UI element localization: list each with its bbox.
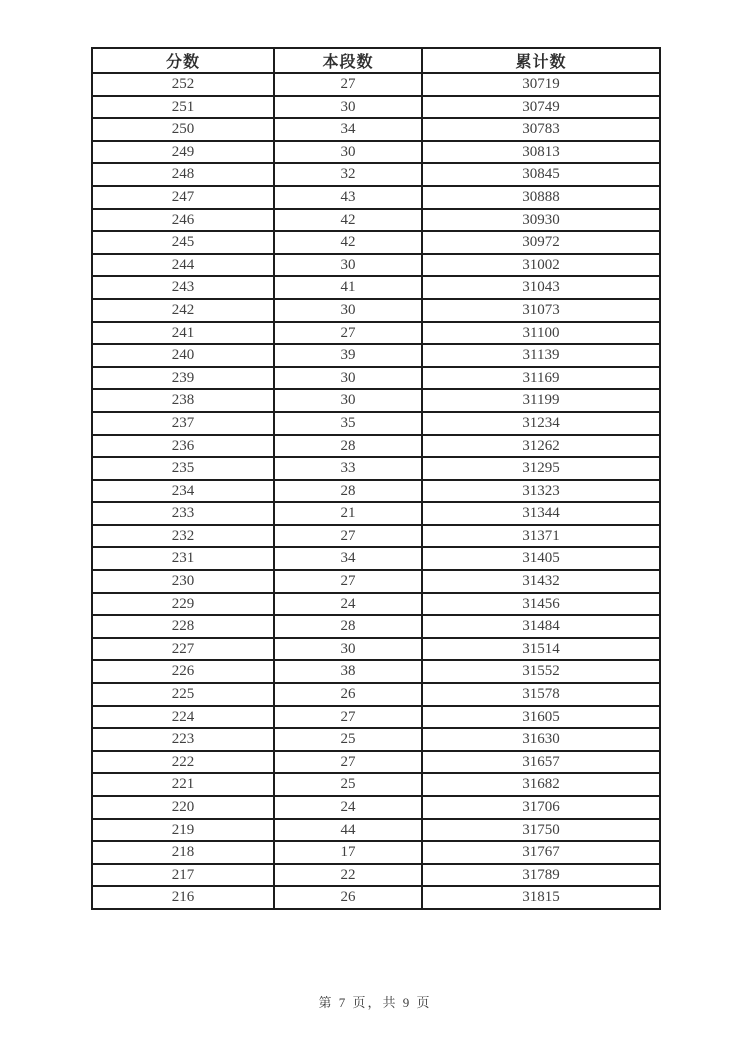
cumulative-count-cell: 31432 (422, 570, 660, 593)
segment-count-cell: 30 (274, 389, 422, 412)
segment-count-cell: 30 (274, 96, 422, 119)
segment-count-cell: 28 (274, 615, 422, 638)
score-cell: 217 (92, 864, 274, 887)
table-row (92, 706, 660, 729)
cumulative-count-cell: 31100 (422, 322, 660, 345)
score-cell: 239 (92, 367, 274, 390)
segment-count-cell: 27 (274, 751, 422, 774)
score-cell: 234 (92, 480, 274, 503)
cumulative-count-cell: 31815 (422, 886, 660, 909)
cumulative-count-cell: 31295 (422, 457, 660, 480)
table-row (92, 683, 660, 706)
table-row (92, 73, 660, 96)
score-cell: 243 (92, 276, 274, 299)
segment-count-cell: 38 (274, 660, 422, 683)
table-row (92, 773, 660, 796)
table-row (92, 525, 660, 548)
score-cell: 221 (92, 773, 274, 796)
cumulative-count-cell: 30845 (422, 163, 660, 186)
table-row (92, 435, 660, 458)
segment-count-cell: 17 (274, 841, 422, 864)
segment-count-cell: 28 (274, 480, 422, 503)
cumulative-count-cell: 30888 (422, 186, 660, 209)
segment-count-cell: 30 (274, 638, 422, 661)
cumulative-count-cell: 30749 (422, 96, 660, 119)
segment-count-cell: 28 (274, 435, 422, 458)
table-row (92, 751, 660, 774)
segment-count-cell: 27 (274, 525, 422, 548)
score-cell: 225 (92, 683, 274, 706)
table-row (92, 141, 660, 164)
segment-count-cell: 35 (274, 412, 422, 435)
cumulative-count-cell: 31344 (422, 502, 660, 525)
cumulative-count-cell: 31657 (422, 751, 660, 774)
segment-count-cell: 30 (274, 299, 422, 322)
segment-count-cell: 27 (274, 706, 422, 729)
cumulative-count-cell: 30783 (422, 118, 660, 141)
table-row (92, 480, 660, 503)
table-row (92, 163, 660, 186)
cumulative-count-cell: 31043 (422, 276, 660, 299)
header-cumulative-count: 累计数 (422, 48, 660, 73)
table-row (92, 502, 660, 525)
segment-count-cell: 34 (274, 118, 422, 141)
cumulative-count-cell: 31767 (422, 841, 660, 864)
table-row (92, 186, 660, 209)
cumulative-count-cell: 30719 (422, 73, 660, 96)
segment-count-cell: 30 (274, 141, 422, 164)
cumulative-count-cell: 30813 (422, 141, 660, 164)
score-cell: 232 (92, 525, 274, 548)
score-cell: 226 (92, 660, 274, 683)
table-row (92, 615, 660, 638)
segment-count-cell: 27 (274, 570, 422, 593)
table-row (92, 231, 660, 254)
segment-count-cell: 30 (274, 254, 422, 277)
table-row (92, 886, 660, 909)
score-cell: 238 (92, 389, 274, 412)
header-segment-count: 本段数 (274, 48, 422, 73)
score-distribution-table (91, 47, 661, 910)
cumulative-count-cell: 31002 (422, 254, 660, 277)
table-row (92, 457, 660, 480)
table-row (92, 841, 660, 864)
cumulative-count-cell: 31484 (422, 615, 660, 638)
cumulative-count-cell: 31199 (422, 389, 660, 412)
score-cell: 245 (92, 231, 274, 254)
table-row (92, 638, 660, 661)
segment-count-cell: 21 (274, 502, 422, 525)
score-cell: 233 (92, 502, 274, 525)
cumulative-count-cell: 31750 (422, 819, 660, 842)
table-row (92, 412, 660, 435)
segment-count-cell: 24 (274, 796, 422, 819)
score-cell: 224 (92, 706, 274, 729)
table-row (92, 299, 660, 322)
table-row (92, 864, 660, 887)
segment-count-cell: 44 (274, 819, 422, 842)
cumulative-count-cell: 31630 (422, 728, 660, 751)
cumulative-count-cell: 31789 (422, 864, 660, 887)
score-cell: 236 (92, 435, 274, 458)
segment-count-cell: 42 (274, 209, 422, 232)
score-cell: 230 (92, 570, 274, 593)
table-row (92, 728, 660, 751)
cumulative-count-cell: 30972 (422, 231, 660, 254)
cumulative-count-cell: 31605 (422, 706, 660, 729)
score-cell: 229 (92, 593, 274, 616)
cumulative-count-cell: 31578 (422, 683, 660, 706)
score-cell: 249 (92, 141, 274, 164)
segment-count-cell: 42 (274, 231, 422, 254)
cumulative-count-cell: 31234 (422, 412, 660, 435)
score-cell: 228 (92, 615, 274, 638)
table-row (92, 593, 660, 616)
cumulative-count-cell: 31514 (422, 638, 660, 661)
segment-count-cell: 25 (274, 728, 422, 751)
table-row (92, 276, 660, 299)
segment-count-cell: 26 (274, 683, 422, 706)
table-row (92, 254, 660, 277)
table-row (92, 322, 660, 345)
score-cell: 220 (92, 796, 274, 819)
score-cell: 242 (92, 299, 274, 322)
cumulative-count-cell: 31682 (422, 773, 660, 796)
table-row (92, 209, 660, 232)
score-cell: 240 (92, 344, 274, 367)
page-number: 第 7 页，共 9 页 (318, 995, 432, 1010)
cumulative-count-cell: 31139 (422, 344, 660, 367)
cumulative-count-cell: 31169 (422, 367, 660, 390)
table-row (92, 660, 660, 683)
table-row (92, 570, 660, 593)
score-cell: 252 (92, 73, 274, 96)
score-cell: 241 (92, 322, 274, 345)
segment-count-cell: 24 (274, 593, 422, 616)
segment-count-cell: 39 (274, 344, 422, 367)
segment-count-cell: 26 (274, 886, 422, 909)
segment-count-cell: 22 (274, 864, 422, 887)
segment-count-cell: 25 (274, 773, 422, 796)
segment-count-cell: 27 (274, 73, 422, 96)
score-cell: 223 (92, 728, 274, 751)
table-row (92, 547, 660, 570)
score-cell: 222 (92, 751, 274, 774)
score-cell: 246 (92, 209, 274, 232)
header-score: 分数 (92, 48, 274, 73)
cumulative-count-cell: 31552 (422, 660, 660, 683)
score-cell: 247 (92, 186, 274, 209)
score-cell: 250 (92, 118, 274, 141)
cumulative-count-cell: 31405 (422, 547, 660, 570)
segment-count-cell: 27 (274, 322, 422, 345)
table-row (92, 118, 660, 141)
cumulative-count-cell: 31262 (422, 435, 660, 458)
score-cell: 237 (92, 412, 274, 435)
table-row (92, 796, 660, 819)
segment-count-cell: 41 (274, 276, 422, 299)
score-cell: 248 (92, 163, 274, 186)
segment-count-cell: 33 (274, 457, 422, 480)
score-cell: 235 (92, 457, 274, 480)
score-cell: 218 (92, 841, 274, 864)
score-cell: 219 (92, 819, 274, 842)
score-cell: 216 (92, 886, 274, 909)
table-row (92, 367, 660, 390)
cumulative-count-cell: 31456 (422, 593, 660, 616)
cumulative-count-cell: 31371 (422, 525, 660, 548)
segment-count-cell: 32 (274, 163, 422, 186)
cumulative-count-cell: 31073 (422, 299, 660, 322)
score-cell: 227 (92, 638, 274, 661)
segment-count-cell: 34 (274, 547, 422, 570)
table-row (92, 819, 660, 842)
cumulative-count-cell: 31323 (422, 480, 660, 503)
cumulative-count-cell: 30930 (422, 209, 660, 232)
score-cell: 251 (92, 96, 274, 119)
table-row (92, 389, 660, 412)
table-row (92, 96, 660, 119)
score-cell: 244 (92, 254, 274, 277)
cumulative-count-cell: 31706 (422, 796, 660, 819)
table-header-row (92, 48, 660, 73)
segment-count-cell: 30 (274, 367, 422, 390)
score-cell: 231 (92, 547, 274, 570)
segment-count-cell: 43 (274, 186, 422, 209)
table-row (92, 344, 660, 367)
